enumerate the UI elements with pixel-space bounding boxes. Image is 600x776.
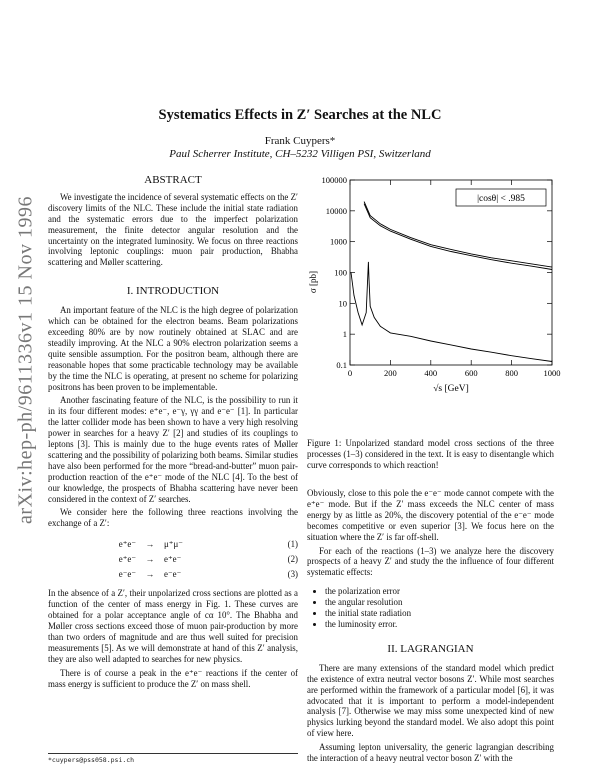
y-tick-label: 100: [334, 267, 347, 278]
x-axis-label: √s [GeV]: [433, 384, 469, 394]
equation-lhs: e⁻e⁻: [118, 569, 136, 580]
equation-arrow: →: [145, 569, 155, 580]
y-axis-label: σ [pb]: [308, 270, 318, 294]
equation-rhs: e⁻e⁻: [164, 569, 182, 580]
x-tick-label: 0: [347, 368, 353, 378]
equation-rhs: μ⁺μ⁻: [164, 539, 183, 550]
x-tick-label: 1000: [543, 368, 561, 378]
equation-block: [48, 537, 298, 582]
left-column: [48, 175, 298, 689]
y-tick-label: 0.1: [336, 360, 347, 370]
equation-arrow: →: [145, 554, 155, 565]
plot-frame: [350, 180, 552, 365]
intro-paragraph: There is of course a peak in the e⁺e⁻ reactions if the center of mass energy is sufficient to produce the Z′ on mass shell.: [48, 667, 298, 689]
y-tick-label: 1: [342, 329, 347, 340]
series-line-1: [364, 202, 552, 268]
series-line-3: [351, 262, 552, 362]
x-tick-label: 200: [384, 368, 397, 378]
y-tick-label: 1000: [330, 236, 347, 247]
intro-heading: I. INTRODUCTION: [126, 285, 220, 298]
body-paragraph: Obviously, close to this pole the e⁻e⁻ mode cannot compete with the e⁺e⁻ mode. But if the Z′ mass exceeds the NLC center of mass energy by as little as 20%, the discovery potential of the e⁻e⁻ mode becomes competitive or even superior [3]. We focus here on the situation where the Z′ is far off-shell.: [307, 488, 554, 542]
equation: [48, 552, 298, 567]
x-axis: [348, 180, 561, 378]
systematics-list: [307, 586, 554, 630]
equation-number: (3): [287, 569, 298, 580]
intro-paragraph: An important feature of the NLC is the high degree of polarization which can be obtained for the electron beams. Beam polarizations exceeding 80% are by now routinely obtained at SLAC and are steadily improving. At the NLC a 90% electron polarization seems a quite sensible assumption. For the positron beam, although there are reasonable hopes that some practicable technology may be available by the time the NLC is operating, at present no scheme for polarizing positrons has been proven to be implementable.: [48, 305, 298, 392]
abstract-heading: ABSTRACT: [144, 174, 202, 186]
author: Frank Cuypers*: [264, 135, 336, 147]
intro-paragraph: We consider here the following three reactions involving the exchange of a Z′:: [48, 507, 298, 529]
annotation-text: |cosθ| < .985: [477, 194, 525, 204]
cross-section-chart: [300, 172, 562, 422]
list-item: • the initial state radiation: [325, 608, 554, 619]
body-paragraph: For each of the reactions (1–3) we analyze here the discovery prospects of a heavy Z′ and study the the influence of four different systematic effects:: [307, 545, 554, 578]
list-item: • the angular resolution: [325, 597, 554, 608]
body-paragraph: Assuming lepton universality, the generic lagrangian describing the interaction of a heavy neutral vector boson Z′ with the: [307, 742, 554, 764]
x-tick-label: 800: [505, 368, 518, 378]
figure-caption: Figure 1: Unpolarized standard model cross sections of the three processes (1–3) considered in the text. It is easy to disentangle which curve corresponds to which reaction!: [307, 438, 554, 470]
right-column: [307, 488, 554, 764]
equation-number: (2): [287, 554, 298, 565]
list-item: • the polarization error: [325, 586, 554, 597]
equation-rhs: e⁺e⁻: [164, 554, 182, 565]
series-line-2: [364, 204, 552, 270]
list-item: • the luminosity error.: [325, 619, 554, 630]
arxiv-stamp: arXiv:hep-ph/9611336v1 15 Nov 1996: [14, 196, 37, 524]
equation-lhs: e⁺e⁻: [118, 554, 136, 565]
y-tick-label: 10: [338, 298, 347, 309]
equation: [48, 567, 298, 582]
y-tick-label: 10000: [325, 205, 347, 216]
equation-number: (1): [287, 539, 298, 550]
series-group: [351, 202, 552, 362]
lagrangian-heading: II. LAGRANGIAN: [387, 642, 474, 655]
y-tick-label: 100000: [321, 175, 347, 185]
abstract-text: We investigate the incidence of several systematic effects on the Z′ discovery limits of the NLC. These include the initial state radiation and the systematic errors due to the imperfect polarization measurement, the finite detector angular resolution and the uncertainty on the integrated luminosity. We focus on three reactions involving leptonic couplings: muon pair production, Bhabha scattering and Møller scattering.: [48, 191, 298, 268]
equation-arrow: →: [145, 539, 155, 550]
footnote: *cuypers@pss058.psi.ch: [48, 753, 298, 764]
intro-paragraph: In the absence of a Z′, their unpolarized cross sections are plotted as a function of the center of mass energy in Fig. 1. These curves are obtained for a polar acceptance angle of cα 10°. The Bhabha and Møller cross sections exceed those of muon pair-production by more than two orders of magnitude and are thus well suited for precision measurements [5]. As we will demonstrate at hand of this Z′ analysis, they are also well adapted to searches for new physics.: [48, 588, 298, 664]
x-tick-label: 400: [424, 368, 438, 378]
x-tick-label: 600: [464, 368, 478, 378]
affiliation: Paul Scherrer Institute, CH–5232 Villigen PSI, Switzerland: [169, 148, 431, 160]
equation-lhs: e⁺e⁻: [118, 539, 136, 550]
intro-paragraph: Another fascinating feature of the NLC, is the possibility to run it in its four different modes: e⁺e⁻, e⁻γ, γγ and e⁻e⁻ [1]. In particular the latter collider mode has been shown to have a very high resolving power in searches for a heavy Z′ [2] and studies of its couplings to leptons [3]. This is mainly due to the huge events rates of Møller scattering and the possibility of polarizing both beams. Similar studies have also been performed for the more “bread-and-butter” muon pair-production reaction of the e⁺e⁻ mode of the NLC [4]. To the best of our knowledge, the prospects of Bhabha scattering have never been considered in the context of Z′ searches.: [48, 395, 298, 504]
paper-title: Systematics Effects in Z′ Searches at the NLC: [158, 107, 442, 123]
body-paragraph: There are many extensions of the standard model which predict the existence of extra neutral vector bosons Z′. While most searches are performed within the framework of a particular model [6], it was advocated that it is important to perform a model-independent analysis [7]. Otherwise we may miss some unexpected kind of new physics lurking beyond the standard model. We also adopt this point of view here.: [307, 662, 554, 739]
equation: [48, 537, 298, 552]
